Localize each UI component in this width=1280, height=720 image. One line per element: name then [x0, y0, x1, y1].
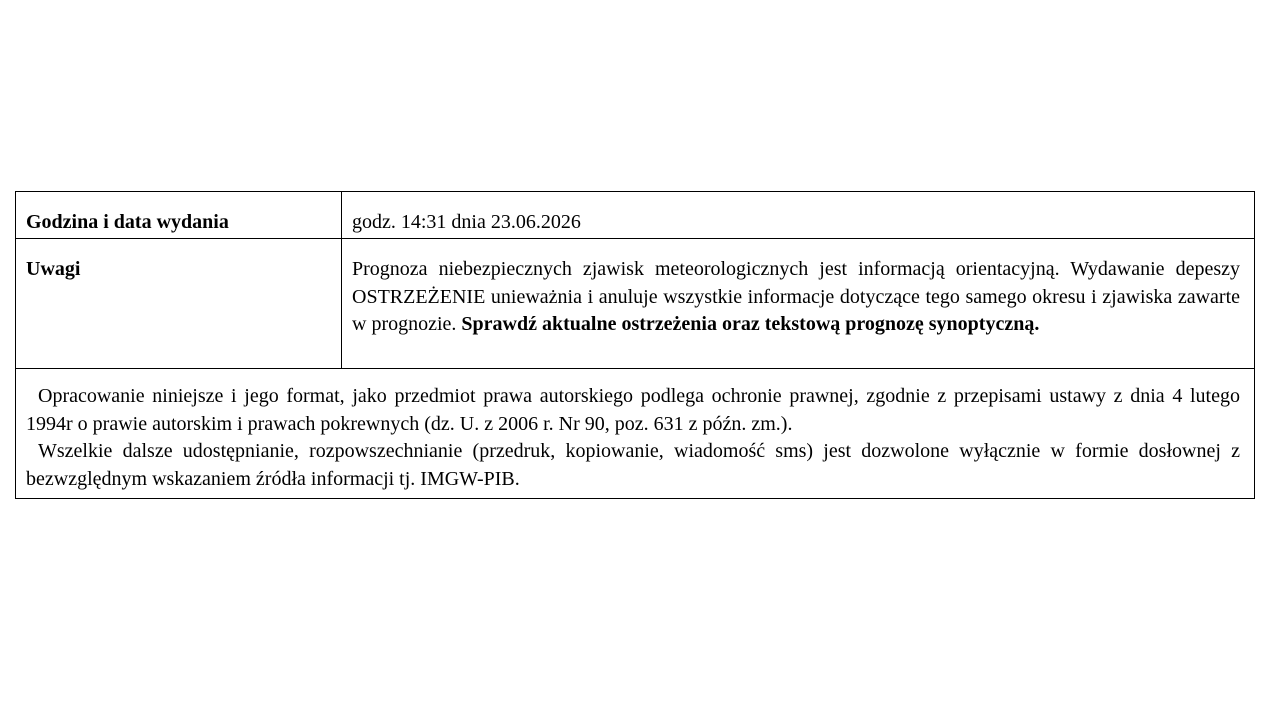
distribution-paragraph: Wszelkie dalsze udostępnianie, rozpowszechnianie (przedruk, kopiowanie, wiadomość sms) jest dozwolone wyłącznie w formie dosłownej z bezwzględnym wskazaniem źródła informacji tj. IMGW-PIB. [26, 440, 1240, 490]
legal-notice [26, 383, 1240, 493]
issue-time-row [16, 192, 1254, 239]
notes-emphasis: Sprawdź aktualne ostrzeżenia oraz tekstową prognozę synoptyczną. [461, 313, 1040, 335]
notes-label: Uwagi [26, 258, 81, 280]
notes-text: Prognoza niebezpiecznych zjawisk meteorologicznych jest informacją orientacyjną. Wydawanie depeszy OSTRZEŻENIE unieważnia i anuluje wszystkie informacje dotyczące tego samego okresu i zjawiska zawarte w prognozie. [352, 258, 1240, 335]
forecast-info-table [15, 191, 1255, 499]
legal-notice-row [16, 369, 1254, 498]
notes-row [16, 239, 1254, 369]
copyright-paragraph: Opracowanie niniejsze i jego format, jako przedmiot prawa autorskiego podlega ochronie prawnej, zgodnie z przepisami ustawy z dnia 4 lutego 1994r o prawie autorskim i prawach pokrewnych (dz. U. z 2006 r. Nr 90, poz. 631 z późn. zm.). [26, 385, 1240, 435]
issue-time-value: godz. 14:31 dnia 23.06.2026 [352, 211, 581, 233]
issue-time-label: Godzina i data wydania [26, 211, 229, 233]
notes-value [352, 256, 1240, 339]
